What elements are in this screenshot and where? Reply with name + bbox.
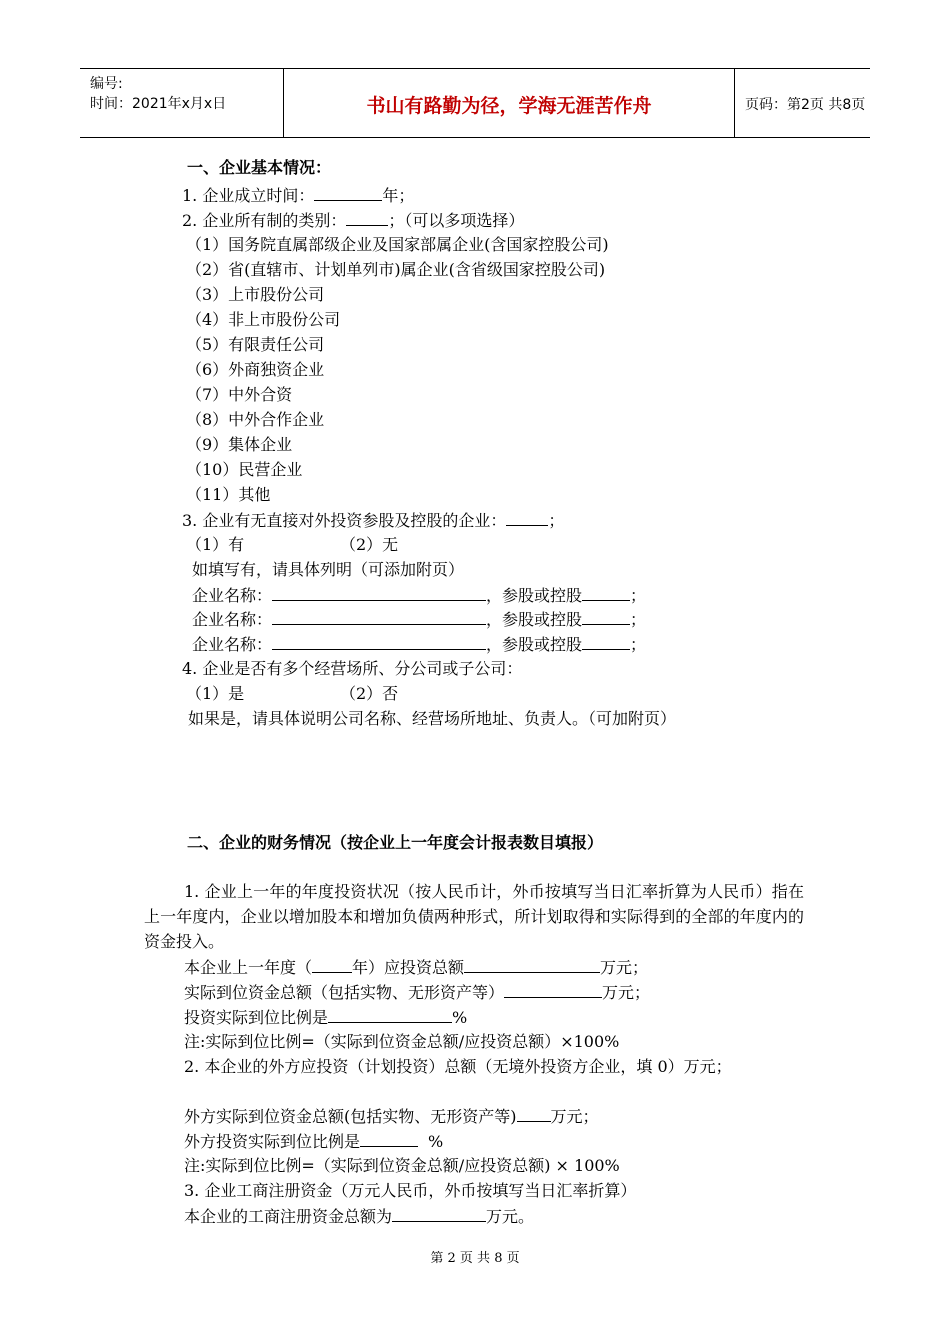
q3-blank (506, 509, 548, 526)
planned-investment-label: 本企业上一年度（ (184, 958, 313, 977)
percent-label: % (428, 1132, 444, 1151)
foreign-investment-paragraph: 2. 本企业的外方应投资（计划投资）总额（无境外投资方企业，填 0）万元； (184, 1057, 732, 1076)
ownership-option: （5）有限责任公司 (186, 335, 325, 354)
q1-label: 1. 企业成立时间： (182, 186, 315, 205)
ratio-line (184, 1006, 467, 1029)
share-blank (582, 584, 630, 601)
company-row (192, 584, 646, 607)
company-row (192, 633, 646, 656)
ownership-option: （9）集体企业 (186, 435, 293, 454)
header-motto-cell (284, 69, 735, 137)
ratio-blank (328, 1006, 452, 1023)
section1-title: 一、企业基本情况： (187, 158, 332, 177)
share-label: ，参股或控股 (486, 586, 583, 605)
ownership-option: （6）外商独资企业 (186, 360, 325, 379)
q2-label: 2. 企业所有制的类别： (182, 211, 347, 230)
foreign-ratio-line (184, 1130, 443, 1153)
foreign-funds-blank (517, 1105, 551, 1122)
foreign-funds-line (184, 1105, 599, 1128)
q3-suffix: ； (548, 511, 565, 530)
unit-label: 万元； (602, 983, 651, 1002)
year-blank (312, 956, 352, 973)
row-semicolon: ； (630, 635, 647, 654)
unit-label: 万元。 (486, 1207, 535, 1226)
company-name-label: 企业名称： (192, 586, 273, 605)
q2-line (182, 209, 524, 232)
planned-investment-line (184, 956, 648, 979)
ownership-option: （1）国务院直属部级企业及国家部属企业(含国家控股公司) (186, 235, 609, 254)
ownership-option: （8）中外合作企业 (186, 410, 325, 429)
actual-funds-line (184, 981, 650, 1004)
ownership-option: （3）上市股份公司 (186, 285, 325, 304)
ratio-note: 注:实际到位比例=（实际到位资金总额/应投资总额）×100% (184, 1032, 620, 1051)
actual-funds-label: 实际到位资金总额（包括实物、无形资产等） (184, 983, 505, 1002)
share-label: ，参股或控股 (486, 635, 583, 654)
header-page-cell (735, 69, 870, 137)
company-name-blank (272, 608, 486, 625)
company-row (192, 608, 646, 631)
section2-title: 二、企业的财务情况（按企业上一年度会计报表数目填报） (187, 833, 604, 852)
q3-option-no: （2）无 (340, 535, 399, 554)
q1-line (182, 184, 414, 207)
header-meta-cell (80, 69, 284, 137)
q3-option-yes: （1）有 (186, 535, 245, 554)
q4-note: 如果是，请具体说明公司名称、经营场所地址、负责人。（可加附页） (188, 709, 677, 728)
investment-paragraph: 1. 企业上一年的年度投资状况（按人民币计，外币按填写当日汇率折算为人民币）指在上一年度内，企业以增加股本和增加负债两种形式，所计划取得和实际得到的全部的年度内的资金投入。 (144, 882, 804, 951)
header-page-label: 页码：第2页 共8页 (745, 97, 866, 113)
q1-blank (314, 184, 382, 201)
registered-capital-label: 本企业的工商注册资金总额为 (184, 1207, 393, 1226)
registered-capital-line (184, 1205, 534, 1228)
company-name-label: 企业名称： (192, 610, 273, 629)
planned-investment-label-2: 年）应投资总额 (352, 958, 465, 977)
q3-label: 3. 企业有无直接对外投资参股及控股的企业： (182, 511, 507, 530)
ownership-option: （4）非上市股份公司 (186, 310, 341, 329)
ownership-option: （7）中外合资 (186, 385, 293, 404)
row-semicolon: ； (630, 586, 647, 605)
registered-capital-blank (392, 1205, 486, 1222)
registered-capital-heading: 3. 企业工商注册资金（万元人民币，外币按填写当日汇率折算） (184, 1181, 637, 1200)
share-blank (582, 608, 630, 625)
q4-line: 4. 企业是否有多个经营场所、分公司或子公司： (182, 659, 523, 678)
q4-option-yes: （1）是 (186, 684, 245, 703)
company-name-blank (272, 584, 486, 601)
row-semicolon: ； (630, 610, 647, 629)
q2-suffix: ；（可以多项选择） (388, 211, 525, 230)
unit-label: 万元； (550, 1107, 599, 1126)
q2-blank (346, 209, 388, 226)
company-name-label: 企业名称： (192, 635, 273, 654)
q4-option-no: （2）否 (340, 684, 399, 703)
company-name-blank (272, 633, 486, 650)
ownership-option: （11）其他 (186, 485, 271, 504)
ratio-label: 投资实际到位比例是 (184, 1008, 329, 1027)
header-motto: 书山有路勤为径，学海无涯苦作舟 (366, 95, 652, 117)
page-footer: 第 2 页 共 8 页 (430, 1251, 520, 1266)
share-blank (582, 633, 630, 650)
document-number-label: 编号: (90, 76, 123, 92)
q3-note: 如填写有，请具体列明（可添加附页） (192, 560, 465, 579)
document-time-label: 时间：2021年x月x日 (90, 96, 227, 112)
foreign-ratio-note: 注:实际到位比例=（实际到位资金总额/应投资总额) × 100% (184, 1156, 620, 1175)
page-header (80, 68, 870, 138)
ownership-option: （10）民营企业 (186, 460, 303, 479)
foreign-ratio-blank (360, 1130, 418, 1147)
unit-label: 万元； (600, 958, 649, 977)
foreign-ratio-label: 外方投资实际到位比例是 (184, 1132, 361, 1151)
share-label: ，参股或控股 (486, 610, 583, 629)
q3-line (182, 509, 564, 532)
ownership-option: （2）省(直辖市、计划单列市)属企业(含省级国家控股公司) (186, 260, 606, 279)
foreign-funds-label: 外方实际到位资金总额(包括实物、无形资产等) (184, 1107, 517, 1126)
actual-funds-blank (504, 981, 602, 998)
percent-label: % (452, 1008, 468, 1027)
q1-suffix: 年； (382, 186, 415, 205)
planned-amount-blank (464, 956, 600, 973)
